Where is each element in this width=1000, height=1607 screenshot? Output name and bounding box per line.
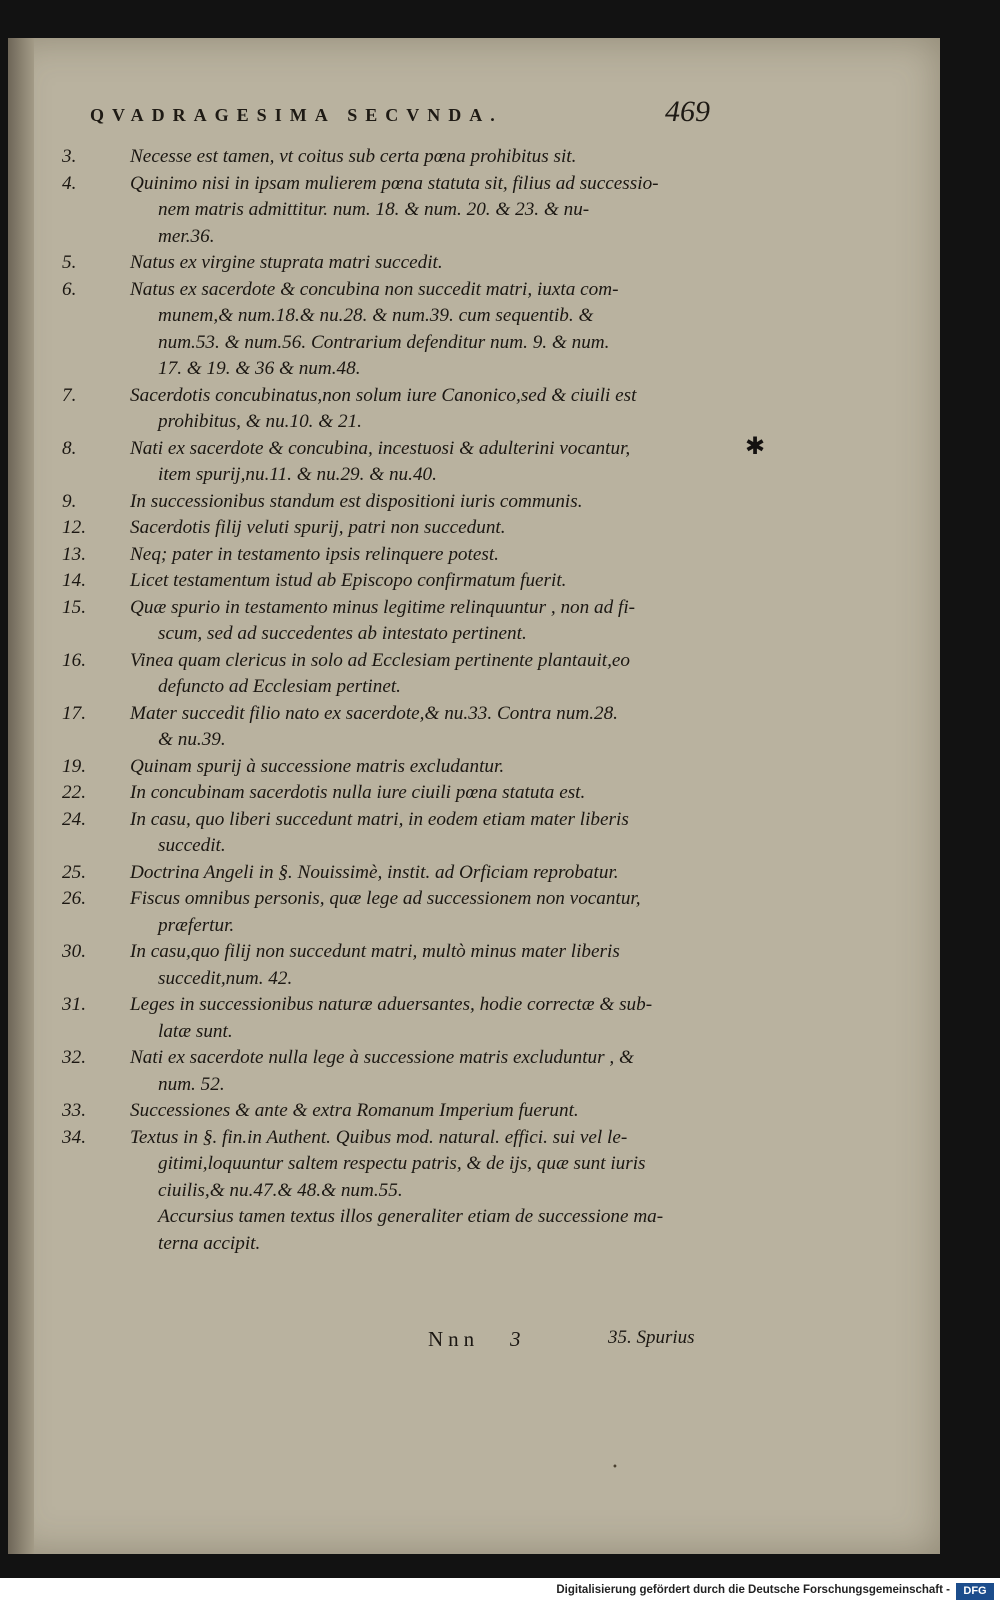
summary-entry bbox=[60, 542, 712, 569]
summary-entry bbox=[60, 1204, 712, 1257]
entry-line: defuncto ad Ecclesiam pertinet. bbox=[158, 676, 401, 697]
entry-line: Fiscus omnibus personis, quæ lege ad successionem non vocantur, bbox=[130, 888, 641, 909]
entry-text bbox=[130, 171, 712, 251]
summary-entry bbox=[60, 277, 712, 383]
entry-number: 24. bbox=[62, 808, 86, 830]
entry-line: Licet testamentum istud ab Episcopo confirmatum fuerit. bbox=[130, 570, 567, 591]
entry-line: latæ sunt. bbox=[158, 1020, 233, 1042]
entry-number: 4. bbox=[62, 172, 77, 194]
entry-text bbox=[130, 383, 712, 436]
entry-number: 19. bbox=[62, 755, 86, 777]
summary-entry bbox=[60, 886, 712, 939]
summary-entry bbox=[60, 489, 712, 516]
ink-blot-mark: ✱ bbox=[745, 432, 766, 460]
running-title: QVADRAGESIMA SECVNDA. bbox=[90, 105, 503, 125]
summary-entry bbox=[60, 436, 712, 489]
entry-line: Mater succedit filio nato ex sacerdote,& nu.33. Contra num.28. bbox=[130, 702, 618, 724]
entry-line: item spurij,nu.11. & nu.29. & nu.40. bbox=[158, 464, 437, 485]
entry-text bbox=[130, 648, 712, 701]
entry-text bbox=[130, 436, 712, 489]
summary-entry bbox=[60, 701, 712, 754]
entry-line: terna accipit. bbox=[158, 1232, 261, 1254]
summary-entry bbox=[60, 754, 712, 781]
entry-line: Successiones & ante & extra Romanum Imperium fuerunt. bbox=[130, 1100, 579, 1121]
entry-number: 31. bbox=[62, 994, 86, 1015]
entry-line: gitimi,loquuntur saltem respectu patris, & de ijs, quæ sunt iuris bbox=[158, 1153, 646, 1174]
entry-text bbox=[130, 754, 712, 781]
entry-number: 33. bbox=[62, 1100, 86, 1121]
entry-line: Necesse est tamen, vt coitus sub certa pœna prohibitus sit. bbox=[130, 146, 577, 167]
entry-line: num. 52. bbox=[158, 1073, 225, 1095]
summary-entry bbox=[60, 1045, 712, 1098]
catchword: 35. Spurius bbox=[608, 1327, 695, 1348]
entry-line: Accursius tamen textus illos generaliter etiam de successione ma- bbox=[158, 1206, 664, 1227]
credit-text: Digitalisierung gefördert durch die Deutsche Forschungsgemeinschaft - bbox=[556, 1584, 950, 1596]
entry-number: 26. bbox=[62, 888, 86, 909]
entry-number: 25. bbox=[62, 861, 86, 883]
entry-number: 9. bbox=[62, 490, 77, 512]
entry-number: 8. bbox=[62, 437, 77, 459]
summary-entry bbox=[60, 171, 712, 251]
entry-text bbox=[130, 595, 712, 648]
entry-line: Sacerdotis filij veluti spurij, patri non succedunt. bbox=[130, 517, 506, 538]
entry-line: nem matris admittitur. num. 18. & num. 20. & 23. & nu- bbox=[158, 199, 590, 220]
entry-line: ciuilis,& nu.47.& 48.& num.55. bbox=[158, 1179, 403, 1201]
entry-line: Leges in successionibus naturæ aduersantes, hodie correctæ & sub- bbox=[130, 994, 653, 1015]
entry-line: Natus ex virgine stuprata matri succedit. bbox=[130, 252, 443, 273]
summary-entry bbox=[60, 992, 712, 1045]
page-number: 469 bbox=[665, 95, 710, 128]
entry-text bbox=[130, 515, 712, 542]
entry-number: 12. bbox=[62, 517, 86, 538]
summary-entry bbox=[60, 780, 712, 807]
entry-text bbox=[130, 939, 712, 992]
entry-line: 17. & 19. & 36 & num.48. bbox=[158, 358, 361, 379]
entry-line: Quinimo nisi in ipsam mulierem pœna statuta sit, filius ad successio- bbox=[130, 172, 659, 194]
entry-line: præfertur. bbox=[158, 914, 235, 936]
entry-line: & nu.39. bbox=[158, 729, 226, 750]
entry-text bbox=[130, 780, 712, 807]
entry-text bbox=[130, 807, 712, 860]
entry-line: In casu, quo liberi succedunt matri, in eodem etiam mater liberis bbox=[130, 808, 629, 830]
signature-mark: Nnn bbox=[428, 1327, 480, 1351]
entry-text bbox=[130, 277, 712, 383]
summary-entry bbox=[60, 939, 712, 992]
entry-text bbox=[130, 1098, 712, 1125]
entry-line: mer.36. bbox=[158, 225, 215, 247]
entry-line: Neq; pater in testamento ipsis relinquere potest. bbox=[130, 543, 499, 565]
entry-line: Sacerdotis concubinatus,non solum iure Canonico,sed & ciuili est bbox=[130, 384, 637, 406]
entry-line: Quæ spurio in testamento minus legitime relinquuntur , non ad fi- bbox=[130, 596, 636, 618]
entry-text bbox=[130, 1045, 712, 1098]
entry-text bbox=[130, 886, 712, 939]
entry-line: Textus in §. fin.in Authent. Quibus mod. natural. effici. sui vel le- bbox=[130, 1126, 628, 1148]
summary-entry bbox=[60, 595, 712, 648]
summary-entry bbox=[60, 648, 712, 701]
entry-text bbox=[130, 144, 712, 171]
digitization-credit-bar bbox=[0, 1578, 1000, 1607]
entry-number: 15. bbox=[62, 596, 86, 618]
entry-number: 3. bbox=[62, 146, 77, 167]
summary-entry bbox=[60, 1098, 712, 1125]
summary-list bbox=[60, 144, 712, 1257]
entry-number: 22. bbox=[62, 782, 86, 803]
entry-line: scum, sed ad succedentes ab intestato pertinent. bbox=[158, 623, 527, 644]
entry-text bbox=[130, 489, 712, 516]
entry-number: 34. bbox=[62, 1126, 86, 1148]
summary-entry bbox=[60, 860, 712, 887]
page-footer bbox=[0, 1327, 1000, 1361]
entry-line: Nati ex sacerdote nulla lege à successione matris excluduntur , & bbox=[130, 1047, 634, 1068]
summary-entry bbox=[60, 144, 712, 171]
entry-line: Doctrina Angeli in §. Nouissimè, instit. ad Orficiam reprobatur. bbox=[130, 861, 619, 883]
entry-line: munem,& num.18.& nu.28. & num.39. cum sequentib. & bbox=[158, 305, 594, 326]
entry-number: 17. bbox=[62, 702, 86, 724]
entry-number bbox=[60, 1204, 130, 1257]
entry-number: 30. bbox=[62, 941, 86, 962]
entry-number: 16. bbox=[62, 649, 86, 671]
summary-entry bbox=[60, 383, 712, 436]
entry-line: Natus ex sacerdote & concubina non succedit matri, iuxta com- bbox=[130, 278, 619, 300]
summary-entry bbox=[60, 1125, 712, 1205]
entry-line: prohibitus, & nu.10. & 21. bbox=[158, 411, 362, 432]
entry-number: 6. bbox=[62, 278, 77, 300]
entry-line: Quinam spurij à successione matris excludantur. bbox=[130, 755, 505, 777]
dfg-logo[interactable]: DFG bbox=[956, 1583, 994, 1600]
entry-text bbox=[130, 860, 712, 887]
page-header bbox=[90, 95, 710, 135]
entry-line: In successionibus standum est dispositioni iuris communis. bbox=[130, 490, 583, 512]
entry-number: 32. bbox=[62, 1047, 86, 1068]
page-speck: • bbox=[612, 1462, 618, 1473]
entry-text bbox=[130, 992, 712, 1045]
summary-entry bbox=[60, 515, 712, 542]
entry-line: In concubinam sacerdotis nulla iure ciuili pœna statuta est. bbox=[130, 782, 586, 803]
entry-number: 7. bbox=[62, 384, 77, 406]
entry-text bbox=[130, 542, 712, 569]
entry-line: Vinea quam clericus in solo ad Ecclesiam pertinente plantauit,eo bbox=[130, 649, 631, 671]
signature-number: 3 bbox=[510, 1327, 521, 1351]
summary-entry bbox=[60, 568, 712, 595]
entry-line: num.53. & num.56. Contrarium defenditur num. 9. & num. bbox=[158, 331, 610, 353]
entry-number: 13. bbox=[62, 543, 86, 565]
summary-entry bbox=[60, 250, 712, 277]
entry-line: Nati ex sacerdote & concubina, incestuosi & adulterini vocantur, bbox=[130, 437, 631, 459]
entry-text bbox=[130, 1204, 712, 1257]
entry-text bbox=[130, 250, 712, 277]
entry-number: 14. bbox=[62, 570, 86, 591]
entry-text bbox=[130, 1125, 712, 1205]
entry-line: succedit,num. 42. bbox=[158, 967, 293, 989]
entry-line: succedit. bbox=[158, 835, 226, 856]
entry-line: In casu,quo filij non succedunt matri, multò minus mater liberis bbox=[130, 941, 620, 962]
entry-text bbox=[130, 568, 712, 595]
entry-text bbox=[130, 701, 712, 754]
summary-entry bbox=[60, 807, 712, 860]
entry-number: 5. bbox=[62, 252, 77, 273]
